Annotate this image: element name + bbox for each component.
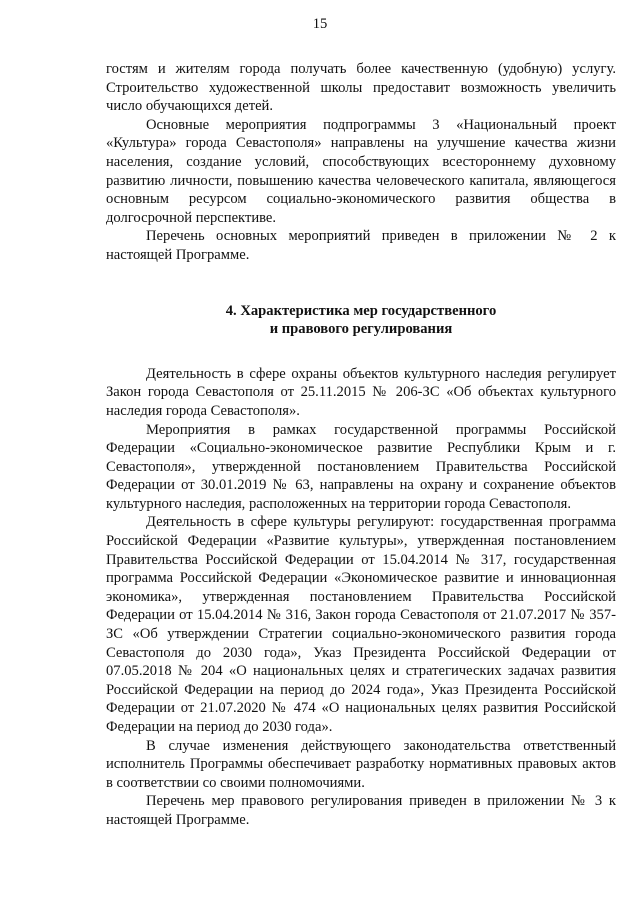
paragraph-activities-list: Перечень основных мероприятий приведен в приложении № 2 к настоящей Программе.	[106, 228, 616, 263]
spacer	[106, 339, 616, 365]
section-heading-line-2: и правового регулирования	[269, 321, 453, 338]
paragraph-heritage-law: Деятельность в сфере охраны объектов культурного наследия регулирует Закон города Севастополя от 25.11.2015 № 206-ЗС «Об объектах культурного наследия города Севастополя».	[106, 365, 616, 419]
paragraph-legal-measures-list: Перечень мер правового регулирования приведен в приложении № 3 к настоящей Программе.	[106, 793, 616, 828]
document-body	[106, 60, 616, 830]
page-number: 15	[312, 16, 328, 32]
paragraph-legislation-change: В случае изменения действующего законодательства ответственный исполнитель Программы обеспечивает разработку нормативных правовых актов в соответствии со своими полномочиями.	[106, 737, 616, 791]
paragraph-subprogram-3: Основные мероприятия подпрограммы 3 «Национальный проект «Культура» города Севастополя» направлены на улучшение качества жизни населения, создание условий, способствующих всестороннему духовному развитию личности, повышению качества человеческого капитала, являющегося основным ресурсом социально-экономического развития общества в долгосрочной перспективе.	[106, 116, 616, 226]
paragraph-state-program-crimea: Мероприятия в рамках государственной программы Российской Федерации «Социально-экономическое развитие Республики Крым и г. Севастополя», утвержденной постановлением Правительства Российской Федерации от 30.01.2019 № 63, направлены на охрану и сохранение объектов культурного наследия, расположенных на территории города Севастополя.	[106, 421, 616, 512]
section-heading-line-1: 4. Характеристика мер государственного	[225, 302, 497, 319]
spacer	[106, 265, 616, 302]
paragraph-culture-regulation: Деятельность в сфере культуры регулируют: государственная программа Российской Федерации «Развитие культуры», утвержденная постановлением Правительства Российской Федерации от 15.04.2014 № 317, государственная программа Российской Федерации «Экономическое развитие и инновационная экономика», утвержденная постановлением Правительства Российской Федерации от 15.04.2014 № 316, Закон города Севастополя от 21.07.2017 № 357-ЗС «Об утверждении Стратегии социально-экономического развития города Севастополя до 2030 года», Указ Президента Российской Федерации от 07.05.2018 № 204 «О национальных целях и стратегических задачах развития Российской Федерации на период до 2024 года», Указ Президента Российской Федерации от 21.07.2020 № 474 «О национальных целях развития Российской Федерации на период до 2030 года».	[106, 514, 616, 735]
paragraph-continuation: гостям и жителям города получать более качественную (удобную) услугу. Строительство художественной школы предоставит возможность увеличить число обучающихся детей.	[106, 61, 616, 115]
